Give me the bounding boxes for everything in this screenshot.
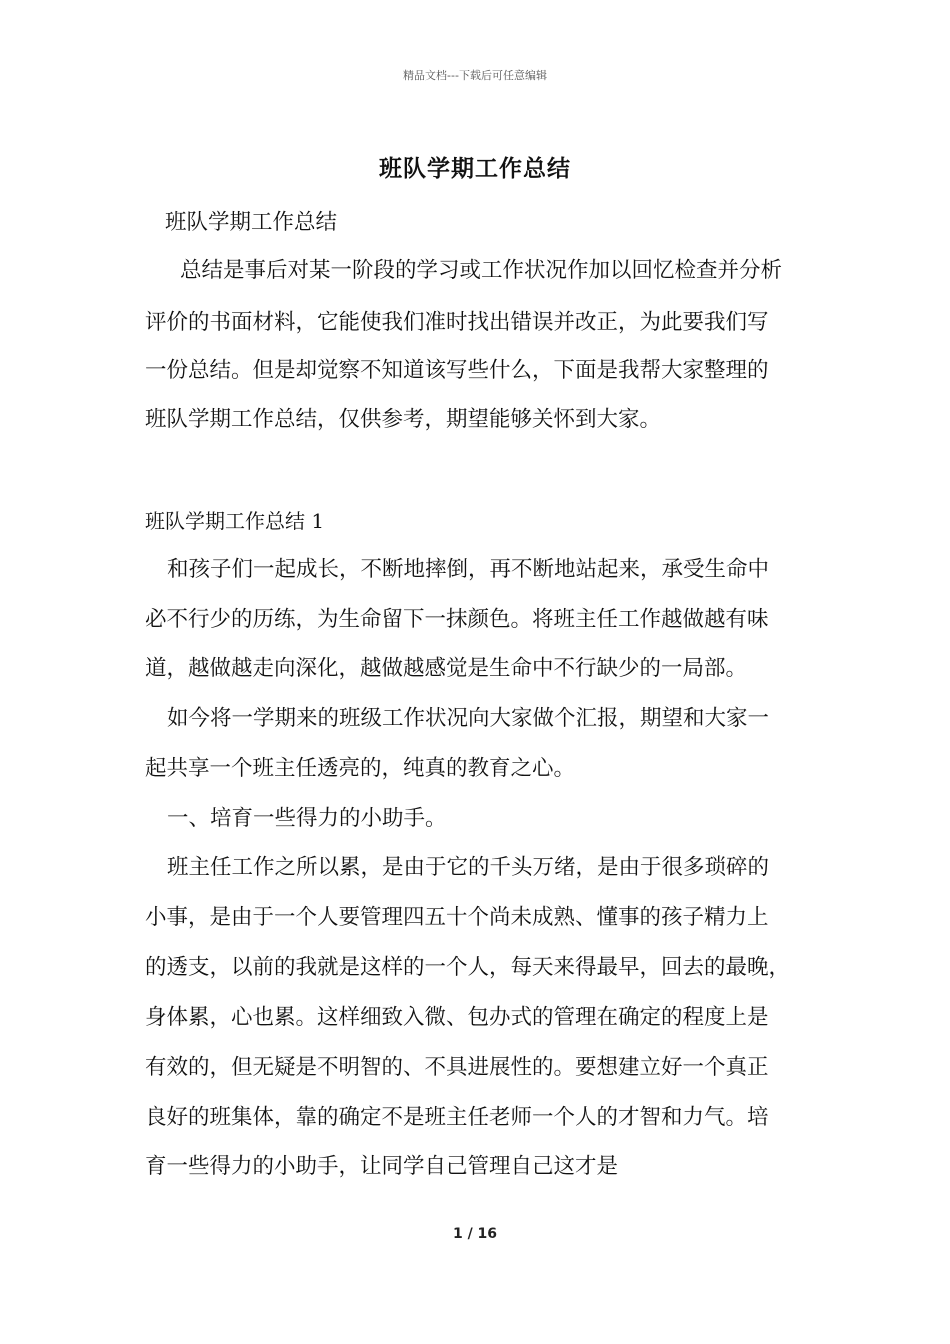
paragraph-line: 必不行少的历练，为生命留下一抹颜色。将班主任工作越做越有味 bbox=[145, 607, 769, 632]
paragraph-line: 有效的，但无疑是不明智的、不具进展性的。要想建立好一个真正 bbox=[145, 1055, 769, 1080]
paragraph-line: 身体累，心也累。这样细致入微、包办式的管理在确定的程度上是 bbox=[145, 1005, 769, 1030]
paragraph-line: 班队学期工作总结，仅供参考，期望能够关怀到大家。 bbox=[145, 407, 662, 432]
section-heading: 班队学期工作总结 1 bbox=[145, 509, 325, 533]
paragraph-line: 道，越做越走向深化，越做越感觉是生命中不行缺少的一局部。 bbox=[145, 656, 748, 681]
subtitle-line: 班队学期工作总结 bbox=[165, 210, 338, 235]
document-title: 班队学期工作总结 bbox=[379, 155, 571, 182]
paragraph-line: 良好的班集体，靠的确定不是班主任老师一个人的才智和力气。培 bbox=[145, 1105, 769, 1130]
paragraph-line: 如今将一学期来的班级工作状况向大家做个汇报，期望和大家一 bbox=[167, 706, 770, 731]
list-heading: 一、培育一些得力的小助手。 bbox=[167, 806, 447, 831]
paragraph-line: 小事，是由于一个人要管理四五十个尚未成熟、懂事的孩子精力上 bbox=[145, 905, 769, 930]
paragraph-line: 一份总结。但是却觉察不知道该写些什么，下面是我帮大家整理的 bbox=[145, 358, 769, 383]
paragraph-line: 评价的书面材料，它能使我们准时找出错误并改正，为此要我们写 bbox=[145, 310, 769, 335]
paragraph-line: 育一些得力的小助手，让同学自己管理自己这才是 bbox=[145, 1154, 619, 1179]
paragraph-line: 总结是事后对某一阶段的学习或工作状况作加以回忆检查并分析 bbox=[180, 258, 783, 283]
header-note: 精品文档---下载后可任意编辑 bbox=[403, 69, 547, 82]
paragraph-line: 班主任工作之所以累，是由于它的千头万绪，是由于很多琐碎的 bbox=[167, 855, 770, 880]
paragraph-line: 起共享一个班主任透亮的，纯真的教育之心。 bbox=[145, 756, 576, 781]
page-number: 1 / 16 bbox=[452, 1226, 498, 1242]
paragraph-line: 和孩子们一起成长，不断地摔倒，再不断地站起来，承受生命中 bbox=[167, 557, 770, 582]
paragraph-line: 的透支，以前的我就是这样的一个人，每天来得最早，回去的最晚， bbox=[145, 955, 791, 980]
